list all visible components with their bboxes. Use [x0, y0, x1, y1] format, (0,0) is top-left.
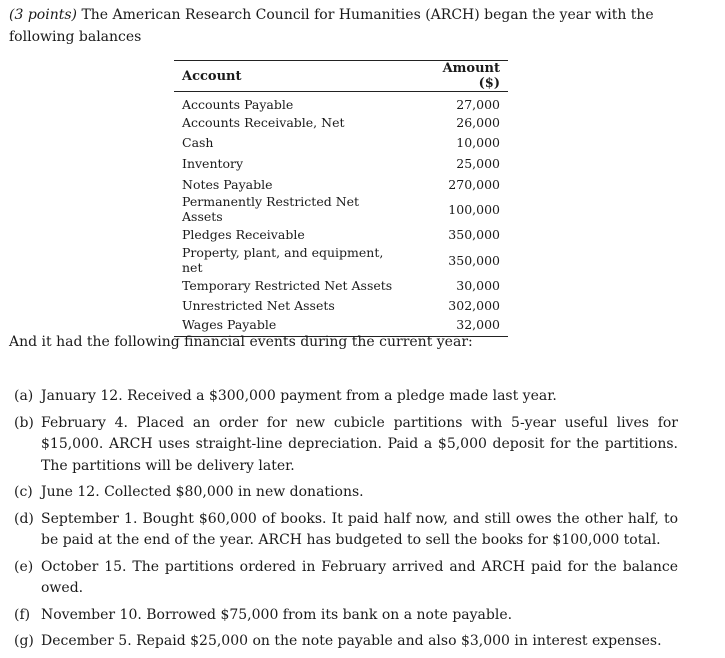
account-amount: 27,000 — [456, 96, 500, 112]
account-name: Permanently Restricted Net Assets — [182, 194, 360, 225]
points-label: (3 points) — [9, 7, 77, 23]
table-row — [174, 275, 508, 296]
event-item — [14, 631, 678, 653]
event-label: (b) — [14, 414, 34, 431]
account-name: Pledges Receivable — [182, 227, 305, 243]
event-item — [14, 557, 678, 600]
account-amount: 32,000 — [410, 316, 508, 337]
account-amount: 25,000 — [456, 156, 500, 172]
event-item — [14, 386, 678, 408]
table-row — [174, 92, 508, 113]
event-label: (f) — [14, 606, 31, 623]
event-item — [14, 482, 678, 504]
event-text: June 12. Collected $80,000 in new donations. — [41, 484, 364, 500]
account-amount: 350,000 — [448, 252, 500, 268]
event-label: (e) — [14, 558, 34, 575]
account-name: Inventory — [182, 156, 244, 172]
event-label: (c) — [14, 484, 33, 500]
account-name: Unrestricted Net Assets — [182, 298, 335, 314]
table-row — [174, 112, 508, 133]
event-text: November 10. Borrowed $75,000 from its bank on a note payable. — [41, 606, 513, 623]
account-name: Accounts Receivable, Net — [182, 114, 345, 130]
event-text: October 15. The partitions ordered in February arrived and ARCH paid for the balance owed. — [41, 558, 678, 596]
account-name: Notes Payable — [182, 176, 273, 192]
table-header-row — [174, 61, 508, 92]
account-amount: 30,000 — [456, 277, 500, 293]
table-row — [174, 153, 508, 174]
table-row — [174, 245, 508, 275]
account-amount: 26,000 — [456, 114, 500, 130]
events-lead-text: And it had the following financial events during the current year: — [9, 334, 473, 350]
event-text: September 1. Bought $60,000 of books. It paid half now, and still owes the other half, to be paid at the end of the year. ARCH has budgeted to sell the books for $100,000 total. — [41, 510, 678, 548]
table-row — [174, 133, 508, 154]
account-amount: 10,000 — [456, 135, 500, 151]
event-label: (g) — [14, 633, 34, 649]
event-item — [14, 605, 678, 627]
event-text: February 4. Placed an order for new cubicle partitions with 5-year useful lives for $15,000. ARCH uses straight-line depreciation. Paid a $5,000 deposit for the partitions. The partitions will be delivery later. — [41, 414, 678, 474]
event-item — [14, 509, 678, 552]
account-column-header: Account — [174, 61, 410, 92]
amount-column-header: Amount ($) — [410, 61, 508, 92]
table-body — [174, 92, 508, 337]
table-row — [174, 174, 508, 195]
account-name: Accounts Payable — [182, 96, 294, 112]
account-amount: 270,000 — [448, 176, 500, 192]
event-text: January 12. Received a $300,000 payment from a pledge made last year. — [41, 388, 557, 404]
table-row — [174, 194, 508, 224]
events-list — [14, 386, 678, 658]
account-amount: 350,000 — [448, 227, 500, 243]
account-amount: 100,000 — [448, 201, 500, 217]
table-row — [174, 224, 508, 245]
event-text: December 5. Repaid $25,000 on the note payable and also $3,000 in interest expenses. — [41, 633, 662, 649]
event-item — [14, 413, 678, 478]
event-label: (d) — [14, 510, 34, 527]
table-row — [174, 296, 508, 317]
balances-table — [174, 60, 508, 337]
account-name: Wages Payable — [174, 316, 410, 337]
account-name: Property, plant, and equipment, net — [182, 245, 384, 276]
account-name: Temporary Restricted Net Assets — [182, 277, 393, 293]
account-amount: 302,000 — [448, 298, 500, 314]
problem-intro — [9, 4, 709, 48]
intro-text: The American Research Council for Humanities (ARCH) began the year with the following balances — [9, 7, 654, 45]
account-name: Cash — [182, 135, 214, 151]
event-label: (a) — [14, 388, 34, 404]
